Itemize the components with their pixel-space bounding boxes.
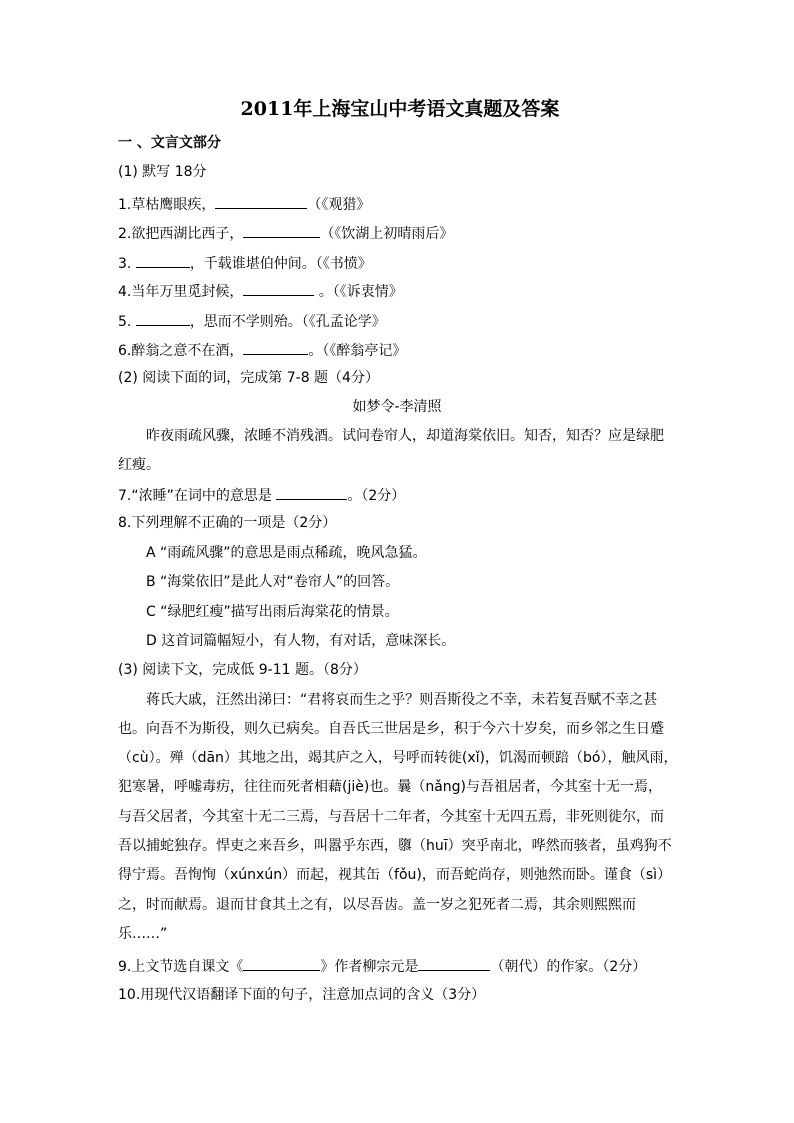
line-text: 。（《醉翁亭记》: [308, 343, 407, 359]
line-text: A “雨疏风骤”的意思是雨点稀疏，晚风急猛。: [146, 545, 427, 561]
text-line: [118, 514, 336, 532]
text-line: [118, 369, 379, 387]
line-text: 》作者柳宗元是: [320, 959, 419, 975]
line-text: (1) 默写 18分: [118, 164, 207, 180]
text-line: [118, 163, 207, 181]
line-text: D 这首词篇幅短小，有人物，有对话，意味深长。: [146, 633, 456, 649]
line-text: （cù）。殚（dān）其地之出，竭其庐之入，号呼而转徙(xǐ)，饥渴而顿踣（bó），触风雨，: [118, 750, 678, 766]
text-line: [118, 778, 662, 796]
line-text: 7.“浓睡”在词中的意思是: [118, 488, 277, 504]
text-line: [118, 340, 406, 360]
line-text: 2.欲把西湖比西子，: [118, 226, 244, 242]
line-text: 犯寒暑，呼嘘毒疠，往往而死者相藉(jiè)也。曩（nǎng)与吾祖居者，今其室十无一焉，: [118, 779, 662, 795]
answer-blank[interactable]: [215, 194, 307, 209]
line-text: 8.下列理解不正确的一项是（2分）: [118, 515, 337, 531]
answer-blank[interactable]: [418, 956, 490, 971]
answer-blank[interactable]: [136, 253, 190, 268]
text-line: [118, 311, 386, 331]
text-line: [118, 896, 636, 914]
line-text: 10.用现代汉语翻译下面的句子，注意加点词的含义（3分）: [118, 987, 486, 1003]
line-text: （《饮湖上初晴雨后》: [320, 226, 454, 242]
text-line: [146, 573, 399, 591]
line-text: C “绿肥红瘦”描写出雨后海棠花的情景。: [146, 604, 399, 620]
text-line: [118, 866, 671, 884]
line-text: B “海棠依旧”是此人对“卷帘人”的回答。: [146, 574, 400, 590]
text-line: [118, 749, 677, 767]
line-text: （朝代）的作家。（2分）: [490, 959, 647, 975]
line-text: 。（2分）: [347, 488, 406, 504]
line-text: 1.草枯鹰眼疾，: [118, 197, 216, 213]
text-line: [118, 808, 664, 826]
line-text: 之，时而献焉。退而甘食其土之有，以尽吾齿。盖一岁之犯死者二焉，其余则熙熙而: [118, 897, 636, 913]
answer-blank[interactable]: [276, 485, 347, 500]
text-line: [118, 986, 485, 1004]
line-text: 6.醉翁之意不在酒，: [118, 343, 244, 359]
answer-blank[interactable]: [243, 956, 320, 971]
line-text: 乐……”: [118, 926, 168, 942]
answer-blank[interactable]: [243, 340, 308, 355]
line-text: 。（《诉衷情》: [314, 284, 403, 300]
text-line: [118, 281, 403, 301]
line-text: ，千载谁堪伯仲间。（《书愤》: [189, 256, 372, 272]
line-text: (2) 阅读下面的词，完成第 7-8 题（4分）: [118, 370, 379, 386]
text-line: [118, 720, 664, 738]
text-line: [118, 134, 221, 152]
line-text: 吾以捕蛇独存。悍吏之来吾乡，叫嚣乎东西，隳（huī）突乎南北，哗然而骇者，虽鸡狗不: [118, 838, 672, 854]
text-line: [118, 194, 370, 214]
line-text: (3) 阅读下文，完成低 9-11 题。（8分）: [118, 662, 367, 678]
line-text: 一 、文言文部分: [118, 135, 221, 151]
text-line: [146, 632, 455, 650]
text-line: [118, 661, 367, 679]
line-text: 蒋氏大戚，汪然出涕曰：“君将哀而生之乎？则吾斯役之不幸，未若复吾赋不幸之甚: [146, 692, 658, 708]
text-line: [118, 223, 453, 243]
text-line: [146, 544, 427, 562]
text-line: [118, 253, 372, 273]
text-line: [146, 603, 399, 621]
line-text: 与吾父居者，今其室十无二三焉，与吾居十二年者，今其室十无四五焉，非死则徙尔，而: [118, 809, 664, 825]
line-text: 昨夜雨疏风骤，浓睡不消残酒。试问卷帘人，却道海棠依旧。知否，知否？应是绿肥: [146, 428, 664, 444]
text-line: [118, 925, 167, 943]
line-text: 4.当年万里觅封候，: [118, 284, 244, 300]
line-text: （《观猎》: [307, 197, 371, 213]
answer-blank[interactable]: [243, 223, 320, 238]
text-line: [118, 837, 672, 855]
line-text: 红瘦。: [118, 457, 160, 473]
page-title: 2011年上海宝山中考语文真题及答案: [240, 98, 560, 120]
answer-blank[interactable]: [136, 311, 190, 326]
line-text: 5.: [118, 314, 136, 330]
text-line: [118, 956, 646, 976]
line-text: 9.上文节选自课文《: [118, 959, 244, 975]
text-line: [118, 456, 160, 474]
line-text: 如梦令-李清照: [352, 399, 442, 415]
text-line: [146, 691, 657, 709]
line-text: ，思而不学则殆。（《孔孟论学》: [189, 314, 386, 330]
text-line: [118, 485, 405, 505]
answer-blank[interactable]: [243, 281, 314, 296]
text-line: [0, 398, 794, 416]
line-text: 得宁焉。吾恂恂（xúnxún）而起，视其缶（fǒu)，而吾蛇尚存，则弛然而卧。谨食（sì）: [118, 867, 672, 883]
text-line: [146, 427, 664, 445]
line-text: 3.: [118, 256, 136, 272]
line-text: 也。向吾不为斯役，则久已病矣。自吾氏三世居是乡，积于今六十岁矣，而乡邻之生日蹙: [118, 721, 664, 737]
